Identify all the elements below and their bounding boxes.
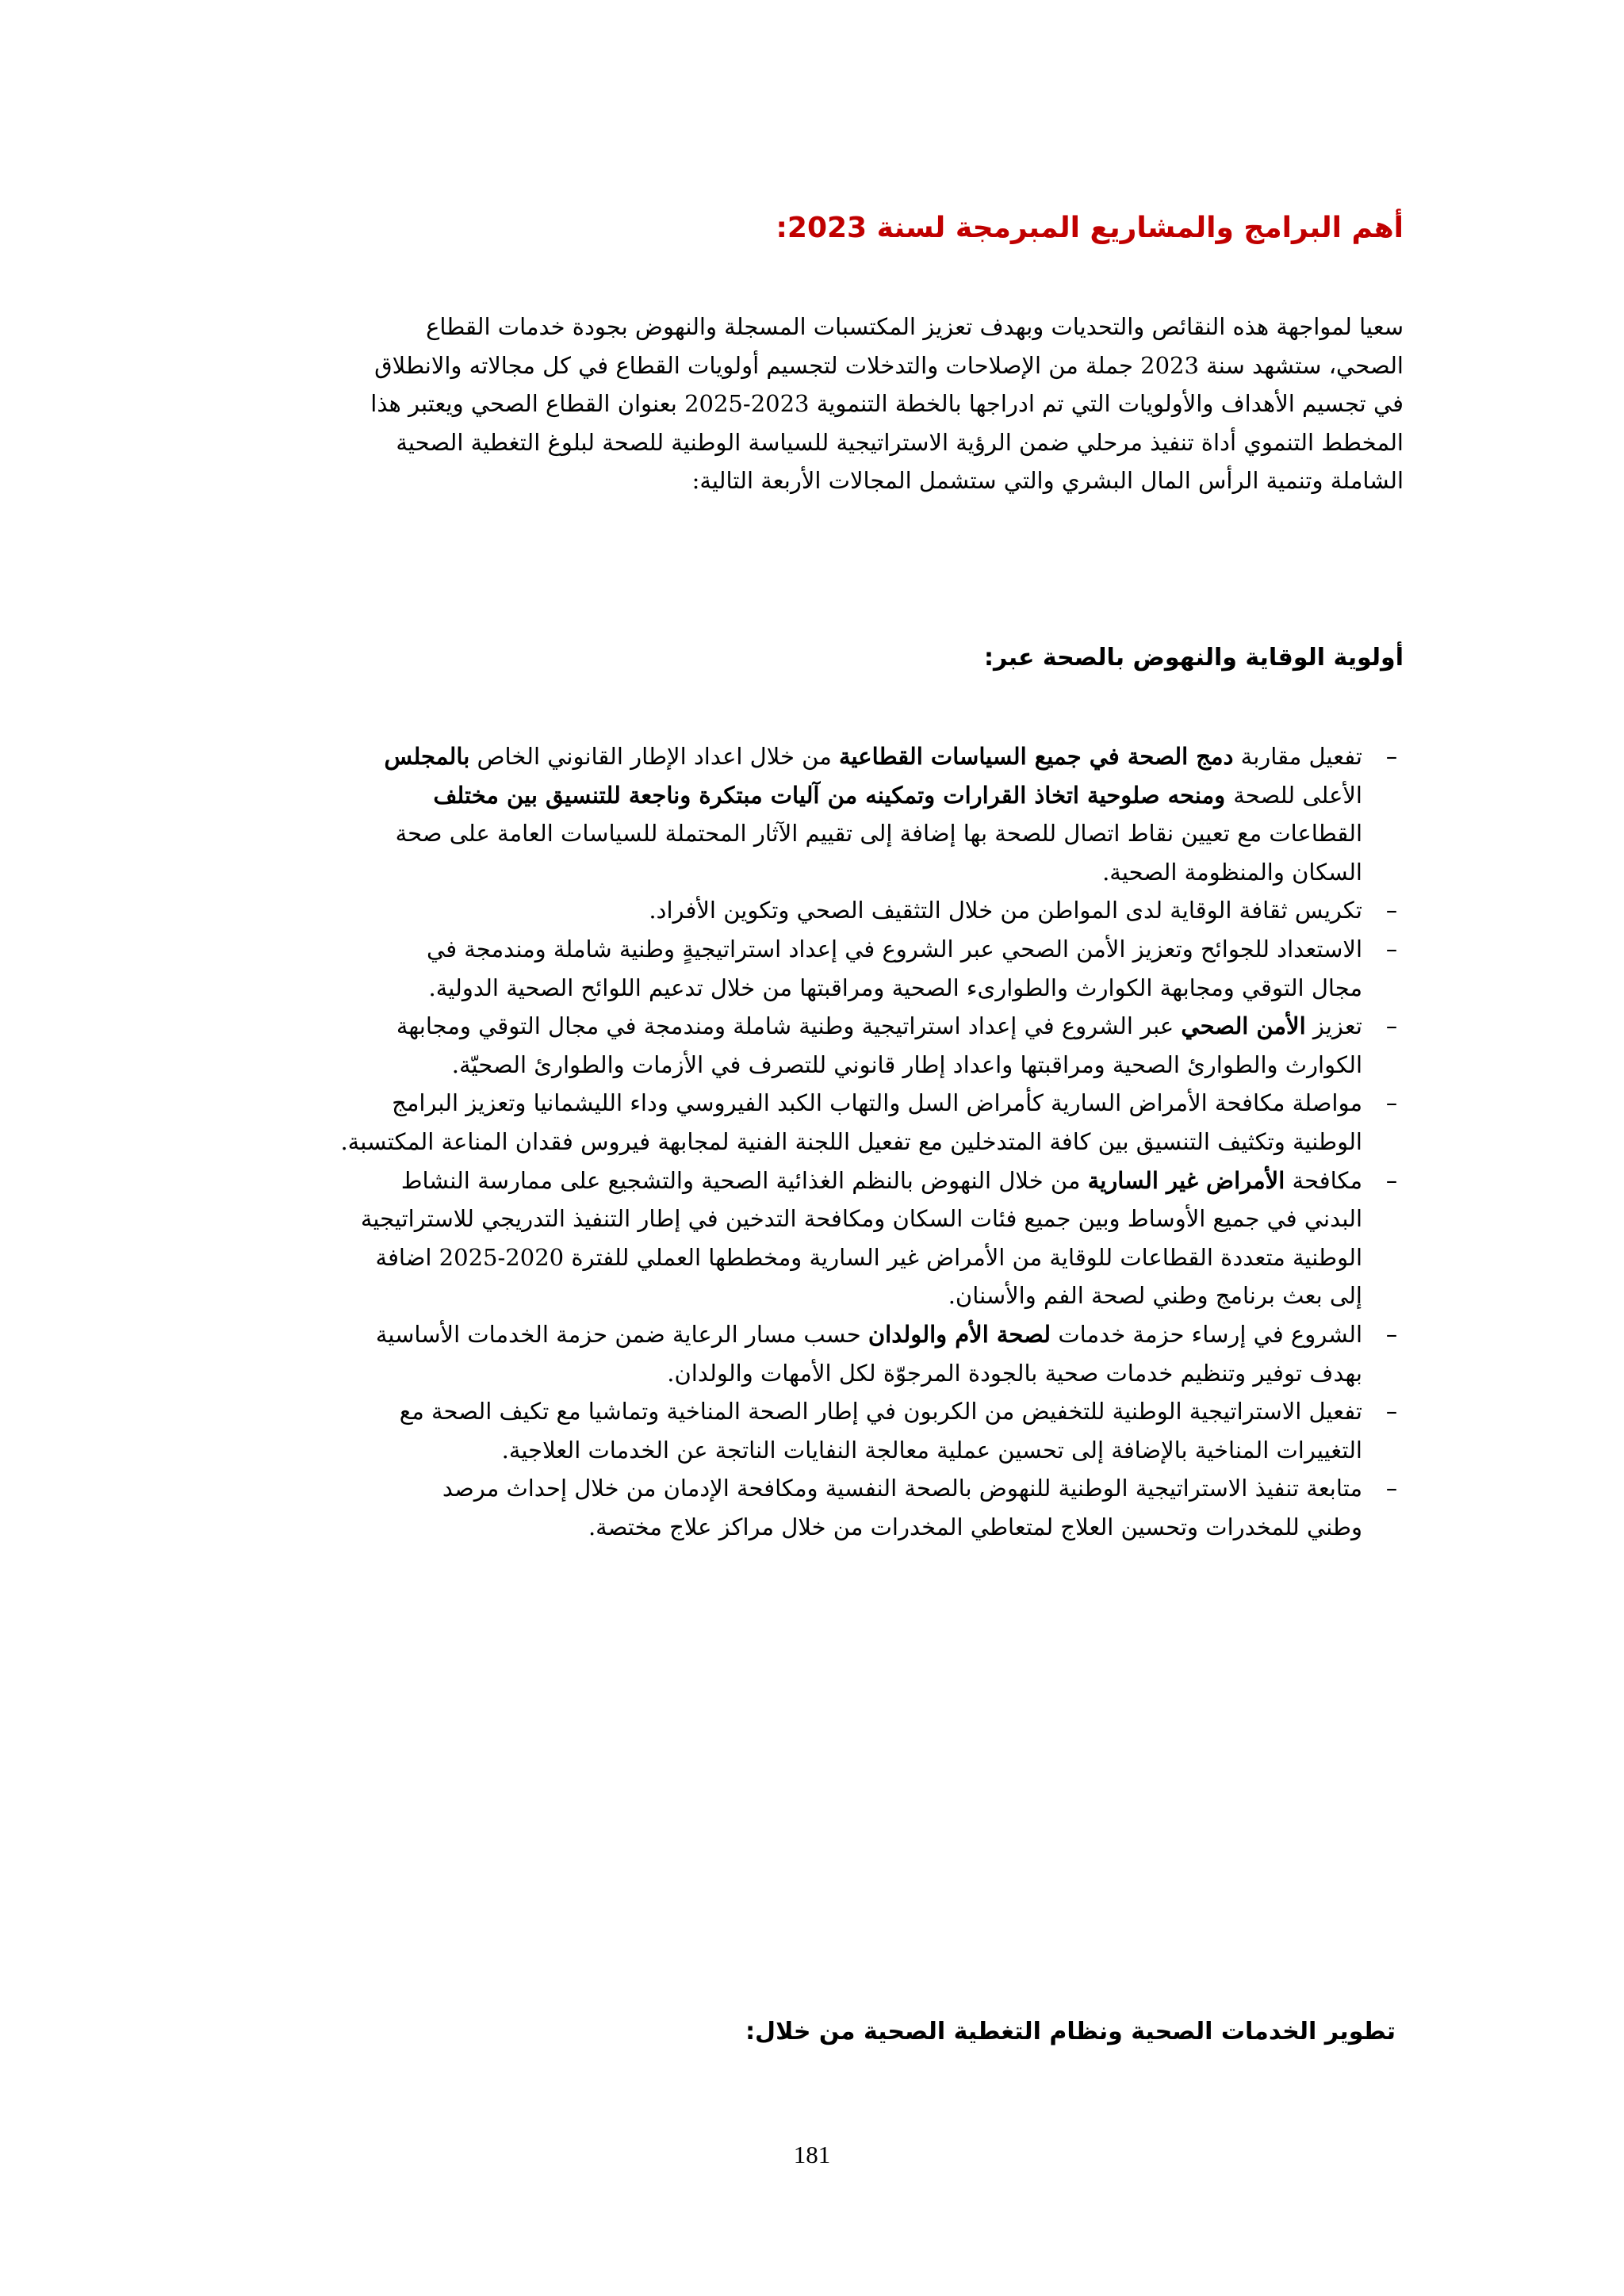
- bullet-line: [190, 1276, 1362, 1315]
- bullet-dash: –: [1385, 1398, 1398, 1425]
- bullet-text: السكان والمنظومة الصحية.: [1102, 858, 1362, 886]
- bold-text: دمج الصحة في جميع السياسات القطاعية: [839, 743, 1234, 770]
- bullet-dash: –: [1385, 1320, 1398, 1348]
- bullet-text: من خلال اعداد الإطار القانوني الخاص: [469, 743, 839, 770]
- bullet-item: [190, 1315, 1404, 1392]
- bullet-line: [190, 1469, 1362, 1508]
- bold-text: لصحة الأم والولدان: [868, 1320, 1051, 1348]
- intro-line: الشاملة وتنمية الرأس المال البشري والتي ستشمل المجالات الأربعة التالية:: [691, 467, 1404, 495]
- bullet-text: البدني في جميع الأوساط وبين جميع فئات السكان ومكافحة التدخين في إطار التنفيذ التدريجي للاستراتيجية: [360, 1205, 1362, 1233]
- bullet-text: الكوارث والطوارئ الصحية ومراقبتها واعداد إطار قانوني للتصرف في الأزمات والطوارئ الصحيّة.: [451, 1050, 1362, 1078]
- bullet-dash: –: [1385, 1475, 1398, 1502]
- bullet-dash: –: [1385, 935, 1398, 962]
- intro-line: المخطط التنموي أداة تنفيذ مرحلي ضمن الرؤية الاستراتيجية للسياسة الوطنية للصحة لبلوغ التغطية الصحية: [396, 428, 1404, 456]
- bullet-text: الوطنية وتكثيف التنسيق بين كافة المتدخلين مع تفعيل اللجنة الفنية لمجابهة فيروس فقدان المناعة المكتسبة.: [340, 1127, 1362, 1155]
- page-title: أهم البرامج والمشاريع المبرمجة لسنة 2023:: [776, 212, 1404, 244]
- bullet-line: [190, 1200, 1362, 1238]
- bullet-item: [190, 1469, 1404, 1546]
- bullet-line: [190, 930, 1362, 969]
- bullet-text: من خلال النهوض بالنظم الغذائية الصحية والتشجيع على ممارسة النشاط: [400, 1166, 1088, 1194]
- bullet-text: متابعة تنفيذ الاستراتيجية الوطنية للنهوض بالصحة النفسية ومكافحة الإدمان من خلال إحداث مرصد: [442, 1475, 1362, 1502]
- section-heading-health-services: تطوير الخدمات الصحية ونظام التغطية الصحية من خلال:: [745, 2018, 1396, 2045]
- bold-text: الأمراض غير السارية: [1087, 1166, 1285, 1194]
- bullet-line: [190, 1431, 1362, 1470]
- bullet-line: [190, 1238, 1362, 1277]
- bullet-text: مواصلة مكافحة الأمراض السارية كأمراض السل والتهاب الكبد الفيروسي وداء الليشمانيا وتعزيز البرامج: [392, 1089, 1362, 1117]
- page-content: [190, 0, 1404, 2296]
- bullet-line: [190, 1508, 1362, 1547]
- page-number: 181: [793, 2141, 831, 2168]
- bullet-text: تفعيل الاستراتيجية الوطنية للتخفيض من الكربون في إطار الصحة المناخية وتماشيا مع تكيف الصحة مع: [399, 1398, 1362, 1425]
- bullet-line: [190, 1084, 1362, 1123]
- intro-line: في تجسيم الأهداف والأولويات التي تم ادراجها بالخطة التنموية 2023-2025 بعنوان القطاع الصحي ويعتبر هذا: [370, 390, 1404, 418]
- bullet-text: وطني للمخدرات وتحسين العلاج لمتعاطي المخدرات من خلال مراكز علاج مختصة.: [588, 1513, 1362, 1540]
- bullet-text: الأعلى للصحة: [1233, 781, 1362, 809]
- bullet-dash: –: [1385, 1166, 1398, 1194]
- bullet-text: تعزيز: [1305, 1012, 1362, 1040]
- bullet-text: عبر الشروع في إعداد استراتيجية وطنية شاملة ومندمجة في مجال التوقي ومجابهة: [396, 1012, 1182, 1040]
- bullet-line: [190, 1007, 1362, 1046]
- bullet-line: [190, 737, 1362, 776]
- bullet-line: [190, 1315, 1362, 1354]
- bullet-text: الاستعداد للجوائح وتعزيز الأمن الصحي عبر الشروع في إعداد استراتيجيةٍ وطنية شاملة ومندمجة في: [427, 935, 1362, 962]
- bullet-line: [190, 1392, 1362, 1431]
- bullet-dash: –: [1385, 1089, 1398, 1117]
- bullet-line: [190, 969, 1362, 1008]
- bullet-item: [190, 891, 1404, 930]
- bullet-item: [190, 1084, 1404, 1161]
- bullet-text: تفعيل مقاربة: [1233, 743, 1362, 770]
- bold-text: بالمجلس: [384, 743, 470, 770]
- bullet-item: [190, 1392, 1404, 1469]
- bullet-text: الشروع في إرساء حزمة خدمات: [1051, 1320, 1362, 1348]
- bullet-text: مجال التوقي ومجابهة الكوارث والطوارىء الصحية ومراقبتها من خلال تدعيم اللوائح الصحية الدولية.: [428, 974, 1362, 1001]
- bullet-text: تكريس ثقافة الوقاية لدى المواطن من خلال التثقيف الصحي وتكوين الأفراد.: [649, 897, 1362, 924]
- bullet-dash: –: [1385, 897, 1398, 924]
- priority-bullet-list: [190, 737, 1404, 1546]
- bullet-line: [190, 814, 1362, 853]
- bullet-item: [190, 737, 1404, 891]
- bullet-text: حسب مسار الرعاية ضمن حزمة الخدمات الأساسية: [375, 1320, 868, 1348]
- bullet-text: القطاعات مع تعيين نقاط اتصال للصحة بها إضافة إلى تقييم الآثار المحتملة للسياسات العامة على صحة: [395, 820, 1362, 848]
- bullet-text: مكافحة: [1285, 1166, 1362, 1194]
- bullet-text: التغييرات المناخية بالإضافة إلى تحسين عملية معالجة النفايات الناتجة عن الخدمات العلاجية.: [501, 1436, 1362, 1464]
- bullet-text: إلى بعث برنامج وطني لصحة الفم والأسنان.: [948, 1282, 1362, 1310]
- intro-line: سعيا لمواجهة هذه النقائص والتحديات وبهدف تعزيز المكتسبات المسجلة والنهوض بجودة خدمات القطاع: [426, 313, 1404, 340]
- bullet-line: [190, 776, 1362, 815]
- bullet-line: [190, 853, 1362, 892]
- bullet-item: [190, 1007, 1404, 1084]
- bullet-line: [190, 1354, 1362, 1393]
- bullet-text: بهدف توفير وتنظيم خدمات صحية بالجودة المرجوّة لكل الأمهات والولدان.: [667, 1359, 1362, 1387]
- intro-paragraph: [190, 308, 1404, 500]
- bold-text: الأمن الصحي: [1181, 1012, 1306, 1040]
- bullet-item: [190, 930, 1404, 1007]
- bullet-text: الوطنية متعددة القطاعات للوقاية من الأمراض غير السارية ومخططها العملي للفترة 2020-2025 اضافة: [375, 1243, 1362, 1271]
- bullet-line: [190, 891, 1362, 930]
- section-heading-prevention: أولوية الوقاية والنهوض بالصحة عبر:: [984, 644, 1404, 672]
- bullet-dash: –: [1385, 743, 1398, 770]
- bullet-dash: –: [1385, 1012, 1398, 1040]
- intro-line: الصحي، ستشهد سنة 2023 جملة من الإصلاحات والتدخلات لتجسيم أولويات القطاع في كل مجالاته والانطلاق: [374, 351, 1404, 379]
- bold-text: ومنحه صلوحية اتخاذ القرارات وتمكينه من آليات مبتكرة وناجعة للتنسيق بين مختلف: [433, 781, 1234, 809]
- bullet-line: [190, 1161, 1362, 1200]
- bullet-line: [190, 1046, 1362, 1085]
- bullet-line: [190, 1123, 1362, 1161]
- bullet-item: [190, 1161, 1404, 1315]
